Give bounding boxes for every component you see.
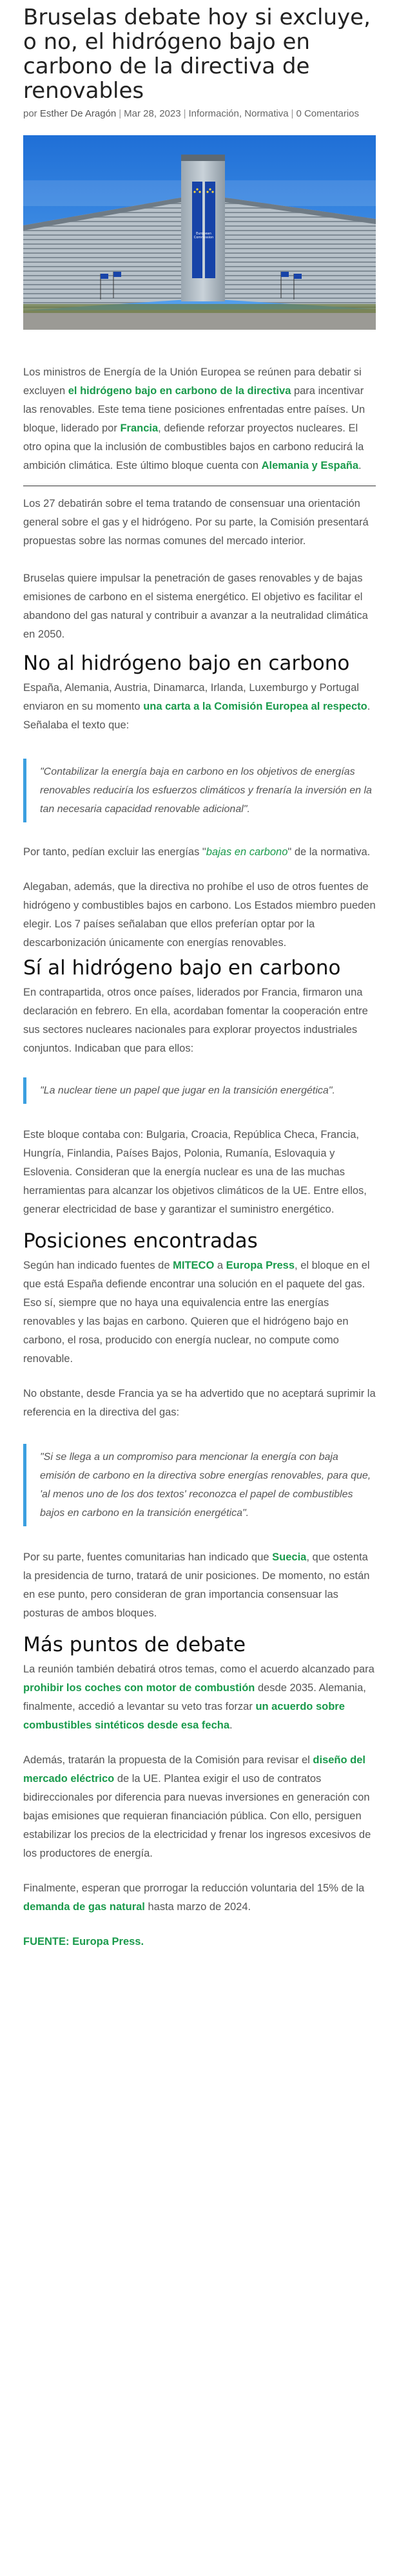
paragraph: Bruselas quiere impulsar la penetración de gases renovables y de bajas emisiones de carbono en el sistema energético. El objetivo es facilitar el abandono del gas natural y contribuir a avanzar a la neutralidad climática en 2050. — [23, 573, 368, 640]
link-prohibir-coches[interactable]: prohibir los coches con motor de combustión — [23, 1682, 255, 1694]
meta-separator: | — [291, 108, 294, 119]
hero-banner-text: European Commission — [193, 232, 214, 240]
link-carta-comision[interactable]: una carta a la Comisión Europea al respecto — [143, 701, 367, 712]
meta-separator: | — [119, 108, 122, 119]
meta-separator: | — [183, 108, 186, 119]
heading-no-hidrogeno: No al hidrógeno bajo en carbono — [23, 652, 350, 675]
meta-by: por — [23, 108, 37, 119]
quote-contabilizar: "Contabilizar la energía baja en carbono en los objetivos de energías renovables reduciría los esfuerzos climáticos y frenaría la inversión en la tan necesaria capacidad renovable adicional". — [23, 759, 376, 822]
paragraph: España, Alemania, Austria, Dinamarca, Irlanda, Luxemburgo y Portugal enviaron en su momento una carta a la Comisión Europea al respecto. Señalaba el texto que: — [23, 682, 371, 731]
paragraph: Además, tratarán la propuesta de la Comisión para revisar el diseño del mercado eléctrico de la UE. Plantea exigir el uso de contratos bidireccionales por diferencia para nuevas inversiones en generación con bajas emisiones que requieran financiación pública. Con ello, persiguen estabilizar los precios de la electricidad y frenar los ingresos excesivos de los productores de energía. — [23, 1754, 371, 1859]
link-hidrogeno-directiva[interactable]: el hidrógeno bajo en carbono de la directiva — [68, 385, 291, 397]
paragraph: Este bloque contaba con: Bulgaria, Croacia, República Checa, Francia, Hungría, Finlandia, Países Bajos, Polonia, Rumanía, Eslovaquia y Eslovenia. Consideran que la energía nuclear es una de las muchas herramientas para alcanzar los objetivos climáticos de la UE. Entre ellos, generar electricidad de base y garantizar el suministro energético. — [23, 1129, 367, 1215]
link-combustibles-sinteticos[interactable]: un acuerdo sobre combustibles sintéticos desde esa fecha — [23, 1701, 345, 1731]
paragraph: Según han indicado fuentes de MITECO a Europa Press, el bloque en el que está España defiende encontrar una solución en el paquete del gas. Eso sí, siempre que no haya una equivalencia entre las energías renovables y las bajas en carbono. Quieren que el hidrógeno bajo en carbono, el rosa, producido con energía nuclear, no compute como renovable. — [23, 1260, 370, 1365]
author-link[interactable]: Esther De Aragón — [39, 108, 117, 119]
heading-posiciones: Posiciones encontradas — [23, 1229, 258, 1253]
link-miteco[interactable]: MITECO — [173, 1260, 215, 1271]
paragraph: Por su parte, fuentes comunitarias han indicado que Suecia, que ostenta la presidencia de turno, tratará de unir posiciones. De momento, no están en ese punto, pero consideran de gran importancia consensuar las posturas de ambos bloques. — [23, 1551, 370, 1619]
paragraph: No obstante, desde Francia ya se ha advertido que no aceptará suprimir la referencia en la directiva del gas: — [23, 1388, 376, 1418]
hero-image — [23, 135, 376, 330]
category-link-informacion[interactable]: Información — [188, 108, 239, 119]
link-suecia[interactable]: Suecia — [272, 1551, 307, 1563]
source-line: FUENTE: Europa Press. — [23, 1936, 144, 1947]
link-europa-press[interactable]: Europa Press — [226, 1260, 295, 1271]
italic-bajas-carbono: bajas en carbono — [206, 846, 288, 858]
heading-si-hidrogeno: Sí al hidrógeno bajo en carbono — [23, 956, 341, 980]
paragraph-intro: Los ministros de Energía de la Unión Europea se reúnen para debatir si excluyen el hidrógeno bajo en carbono de la directiva para incentivar las renovables. Este tema tiene posiciones enfrentadas entre países. Un bloque, liderado por Francia, defiende reforzar proyectos nucleares. El otro opina que la inclusión de combustibles bajos en carbono reducirá la ambición climática. Este último bloque cuenta con Alemania y España. — [23, 366, 365, 471]
link-francia[interactable]: Francia — [120, 422, 159, 434]
heading-mas-puntos: Más puntos de debate — [23, 1633, 246, 1656]
paragraph: Los 27 debatirán sobre el tema tratando de consensuar una orientación general sobre el gas y el hidrógeno. Por su parte, la Comisión presentará propuestas sobre las normas comunes del mercado interior. — [23, 498, 369, 547]
paragraph: Por tanto, pedían excluir las energías "bajas en carbono" de la normativa. — [23, 846, 371, 858]
link-source-europa-press[interactable]: Europa Press — [72, 1936, 141, 1947]
paragraph: La reunión también debatirá otros temas, como el acuerdo alcanzado para prohibir los coches con motor de combustión desde 2035. Alemania, finalmente, accedió a levantar su veto tras forzar un acuerdo sobre combustibles sintéticos desde esa fecha. — [23, 1663, 375, 1731]
article-meta: por Esther De Aragón | Mar 28, 2023 | Información, Normativa | 0 Comentarios — [23, 108, 359, 119]
link-mercado-electrico[interactable]: diseño del mercado eléctrico — [23, 1754, 366, 1785]
article-title: Bruselas debate hoy si excluye, o no, el hidrógeno bajo en carbono de la directiva de renovables — [23, 5, 371, 104]
quote-compromiso: "Si se llega a un compromiso para mencionar la energía con baja emisión de carbono en la directiva sobre energías renovables, para que, 'al menos uno de los dos textos' reconozca el papel de combustibles bajos en carbono en la transición energética". — [23, 1444, 376, 1526]
quote-nuclear: "La nuclear tiene un papel que jugar en la transición energética". — [23, 1077, 376, 1104]
paragraph: Finalmente, esperan que prorrogar la reducción voluntaria del 15% de la demanda de gas natural hasta marzo de 2024. — [23, 1882, 365, 1913]
meta-date: Mar 28, 2023 — [124, 108, 181, 119]
paragraph: En contrapartida, otros once países, liderados por Francia, firmaron una declaración en febrero. En ella, acordaban fomentar la cooperación entre sus sectores nucleares nacionales para explorar proyectos industriales conjuntos. Indicaban que para ellos: — [23, 987, 368, 1054]
source-label: FUENTE: — [23, 1936, 70, 1947]
comments-link[interactable]: 0 Comentarios — [296, 108, 359, 119]
link-alemania-espana[interactable]: Alemania y España — [261, 460, 359, 471]
link-demanda-gas[interactable]: demanda de gas natural — [23, 1901, 145, 1913]
category-link-normativa[interactable]: Normativa — [244, 108, 289, 119]
paragraph: Alegaban, además, que la directiva no prohíbe el uso de otros fuentes de hidrógeno y combustibles bajos en carbono. Los Estados miembro pueden elegir. Los 7 países señalaban que ellos preferían optar por la descarbonización únicamente con energías renovables. — [23, 881, 376, 949]
